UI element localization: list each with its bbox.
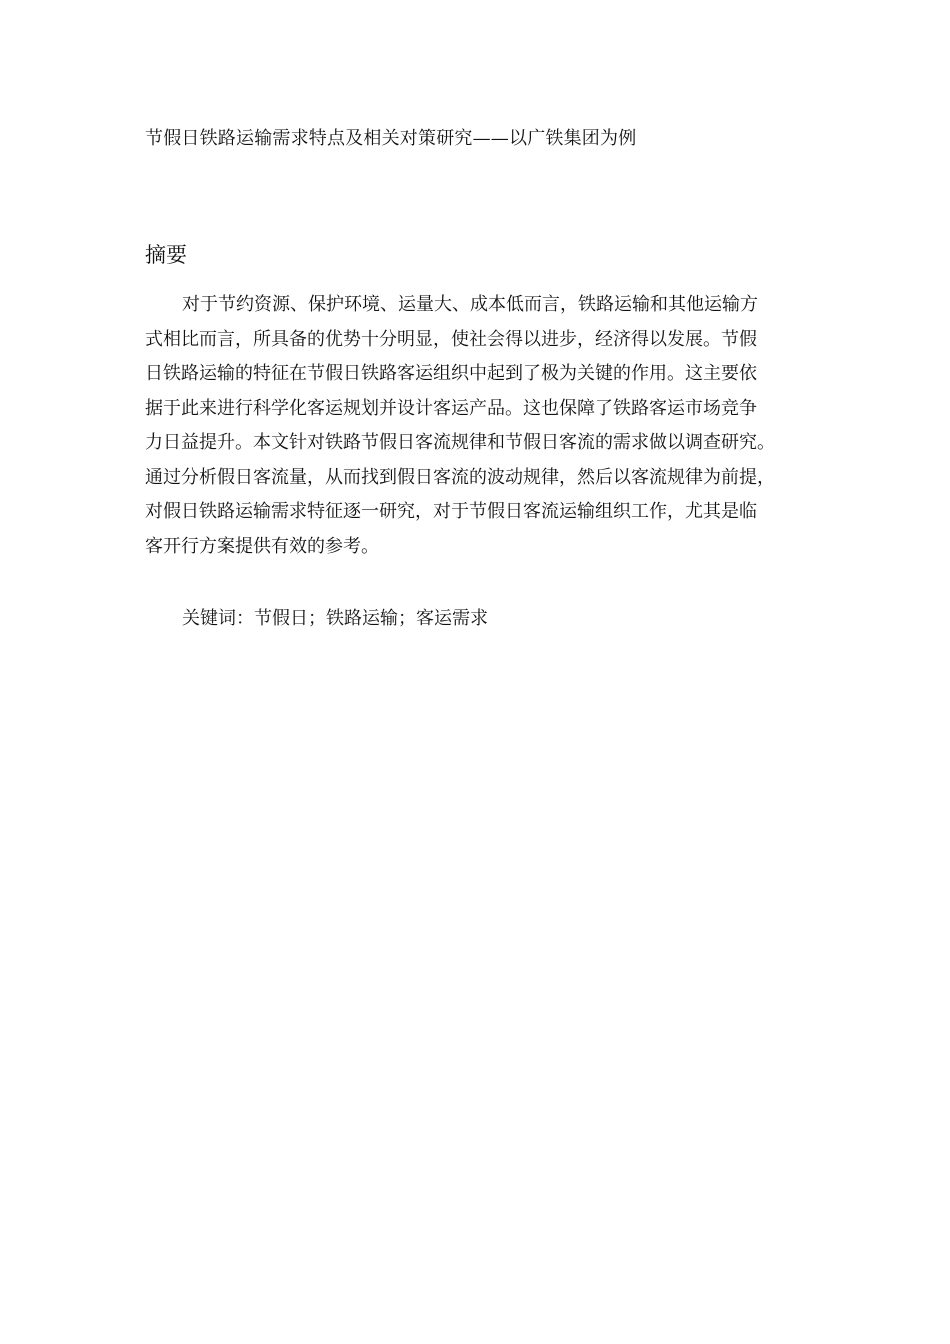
abstract-line: 对于节约资源、保护环境、运量大、成本低而言，铁路运输和其他运输方: [182, 294, 758, 315]
abstract-line: 日铁路运输的特征在节假日铁路客运组织中起到了极为关键的作用。这主要依: [145, 363, 757, 384]
abstract-line: 式相比而言，所具备的优势十分明显，使社会得以进步，经济得以发展。节假: [145, 328, 757, 350]
abstract-line: 对假日铁路运输需求特征逐一研究，对于节假日客流运输组织工作，尤其是临: [145, 501, 757, 522]
abstract-heading: 摘要: [145, 243, 187, 267]
keywords-line: 关键词：节假日；铁路运输；客运需求: [182, 608, 488, 629]
abstract-line: 据于此来进行科学化客运规划并设计客运产品。这也保障了铁路客运市场竞争: [145, 397, 757, 419]
abstract-line: 力日益提升。本文针对铁路节假日客流规律和节假日客流的需求做以调查研究。: [145, 432, 775, 453]
document-title: 节假日铁路运输需求特点及相关对策研究——以广铁集团为例: [145, 128, 637, 149]
abstract-paragraph: [145, 288, 815, 564]
abstract-line: 客开行方案提供有效的参考。: [145, 535, 379, 557]
abstract-line: 通过分析假日客流量，从而找到假日客流的波动规律，然后以客流规律为前提，: [145, 466, 775, 488]
